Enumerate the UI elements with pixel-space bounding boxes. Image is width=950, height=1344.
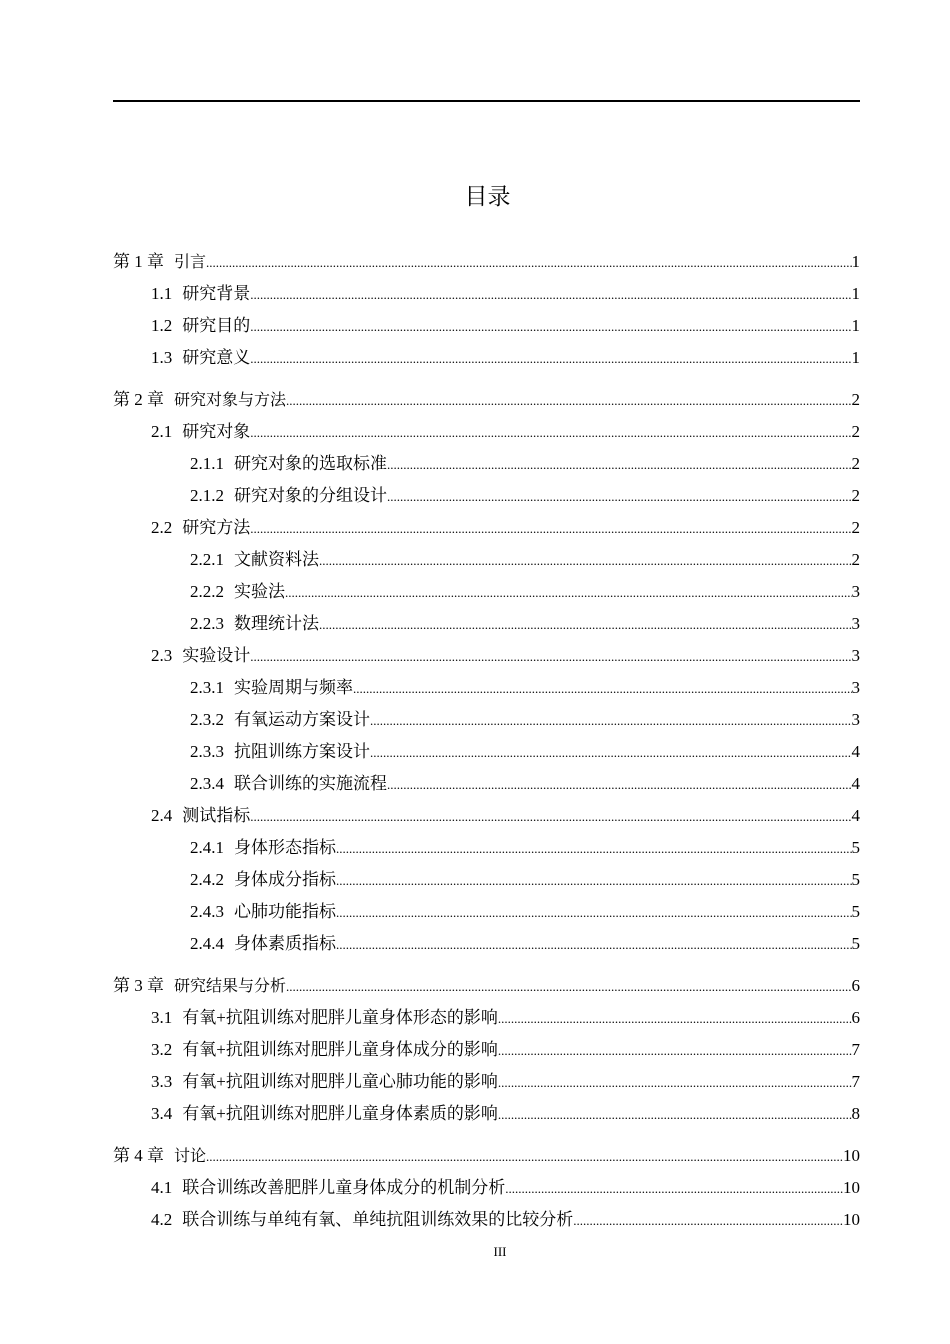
- toc-entry-page: 2: [851, 486, 860, 505]
- toc-entry-title: 研究对象的分组设计: [234, 486, 387, 505]
- toc-entry-number: 第 1 章: [113, 252, 164, 271]
- toc-entry-page: 10: [843, 1178, 860, 1197]
- toc-entry-title: 研究结果与分析: [174, 976, 287, 995]
- toc-entry[interactable]: [113, 576, 860, 608]
- toc-entry-page: 3: [851, 646, 860, 665]
- toc-entry-number: 3.1: [151, 1008, 173, 1027]
- toc-entry-title: 有氧+抗阻训练对肥胖儿童身体素质的影响: [182, 1104, 498, 1123]
- toc-dot-leader: [319, 609, 852, 641]
- toc-entry-page: 3: [851, 678, 860, 697]
- toc-entry-page: 2: [851, 454, 860, 473]
- toc-dot-leader: [387, 769, 852, 801]
- toc-entry-number: 第 2 章: [113, 390, 164, 409]
- toc-entry-page: 3: [851, 582, 860, 601]
- toc-entry-number: 2.2.1: [190, 550, 224, 569]
- toc-entry-number: 2.1.2: [190, 486, 224, 505]
- toc-entry-number: 1.2: [151, 316, 173, 335]
- toc-entry-page: 7: [851, 1072, 860, 1091]
- toc-entry-title: 联合训练与单纯有氧、单纯抗阻训练效果的比较分析: [182, 1210, 574, 1229]
- toc-entry-number: 4.2: [151, 1210, 173, 1229]
- toc-dot-leader: [250, 641, 851, 673]
- toc-entry-title: 心肺功能指标: [234, 902, 336, 921]
- toc-entry-page: 2: [851, 390, 860, 409]
- toc-entry-title: 联合训练的实施流程: [234, 774, 387, 793]
- toc-entry[interactable]: [113, 832, 860, 864]
- toc-entry[interactable]: [113, 928, 860, 960]
- toc-entry-title: 实验设计: [182, 646, 251, 665]
- toc-dot-leader: [336, 865, 852, 897]
- toc-entry-number: 2.4.1: [190, 838, 224, 857]
- toc-entry-number: 1.3: [151, 348, 173, 367]
- header-rule: [113, 100, 860, 102]
- toc-entry[interactable]: [113, 1172, 860, 1204]
- toc-entry-number: 2.3.3: [190, 742, 224, 761]
- toc-dot-leader: [370, 737, 852, 769]
- toc-entry-title: 研究目的: [182, 316, 251, 335]
- toc-entry[interactable]: [113, 480, 860, 512]
- toc-entry-title: 抗阻训练方案设计: [234, 742, 370, 761]
- toc-entry-number: 2.2: [151, 518, 173, 537]
- toc-entry[interactable]: [113, 544, 860, 576]
- toc-entry-number: 3.4: [151, 1104, 173, 1123]
- toc-entry-title: 研究背景: [182, 284, 251, 303]
- toc-entry-title: 文献资料法: [234, 550, 319, 569]
- toc-dot-leader: [206, 247, 851, 279]
- toc-entry-number: 2.4: [151, 806, 173, 825]
- toc-entry-title: 身体成分指标: [234, 870, 336, 889]
- toc-entry-title: 有氧+抗阻训练对肥胖儿童身体形态的影响: [182, 1008, 498, 1027]
- toc-dot-leader: [319, 545, 852, 577]
- toc-dot-leader: [206, 1141, 843, 1173]
- toc-entry-page: 8: [851, 1104, 860, 1123]
- toc-entry[interactable]: [113, 1204, 860, 1236]
- toc-entry-title: 讨论: [174, 1146, 207, 1165]
- toc-entry[interactable]: [113, 1002, 860, 1034]
- toc-entry-title: 研究对象与方法: [174, 390, 287, 409]
- toc-entry-number: 2.4.3: [190, 902, 224, 921]
- toc-entry[interactable]: [113, 1066, 860, 1098]
- toc-dot-leader: [336, 833, 852, 865]
- toc-entry-number: 2.4.2: [190, 870, 224, 889]
- toc-entry-number: 2.2.3: [190, 614, 224, 633]
- toc-entry-page: 5: [851, 870, 860, 889]
- toc-entry-page: 2: [851, 550, 860, 569]
- toc-entry-number: 1.1: [151, 284, 173, 303]
- toc-entry-page: 4: [851, 806, 860, 825]
- toc-entry-number: 2.1.1: [190, 454, 224, 473]
- toc-dot-leader: [370, 705, 852, 737]
- toc-entry-page: 3: [851, 614, 860, 633]
- toc-entry-number: 2.3.2: [190, 710, 224, 729]
- toc-entry-page: 3: [851, 710, 860, 729]
- toc-dot-leader: [387, 481, 852, 513]
- toc-entry-page: 4: [851, 774, 860, 793]
- toc-entry-number: 第 3 章: [113, 976, 164, 995]
- toc-dot-leader: [498, 1067, 852, 1099]
- toc-entry-title: 有氧运动方案设计: [234, 710, 370, 729]
- toc-dot-leader: [250, 279, 851, 311]
- toc-entry-page: 6: [851, 976, 860, 995]
- toc-dot-leader: [285, 577, 852, 609]
- toc-dot-leader: [387, 449, 852, 481]
- toc-dot-leader: [250, 343, 851, 375]
- page-number: III: [493, 1244, 507, 1259]
- toc-entry-title: 研究意义: [182, 348, 251, 367]
- toc-entry-title: 实验法: [234, 582, 285, 601]
- toc-entry-number: 2.3.1: [190, 678, 224, 697]
- toc-entry[interactable]: [113, 768, 860, 800]
- toc-entry[interactable]: [113, 448, 860, 480]
- toc-entry[interactable]: [113, 1098, 860, 1130]
- toc-entry-number: 2.3: [151, 646, 173, 665]
- toc-entry-page: 4: [851, 742, 860, 761]
- toc-dot-leader: [573, 1205, 843, 1237]
- toc-entry-page: 6: [851, 1008, 860, 1027]
- toc-entry-page: 1: [851, 316, 860, 335]
- table-of-contents: [113, 246, 860, 1236]
- toc-entry[interactable]: [113, 342, 860, 374]
- toc-entry-page: 1: [851, 284, 860, 303]
- toc-entry-title: 研究对象的选取标准: [234, 454, 387, 473]
- toc-entry-page: 2: [851, 422, 860, 441]
- toc-entry[interactable]: [113, 512, 860, 544]
- toc-entry[interactable]: [113, 278, 860, 310]
- toc-entry-title: 身体素质指标: [234, 934, 336, 953]
- toc-entry-number: 4.1: [151, 1178, 173, 1197]
- toc-dot-leader: [250, 417, 851, 449]
- toc-entry[interactable]: [113, 1140, 860, 1172]
- toc-entry[interactable]: [113, 1034, 860, 1066]
- toc-entry-number: 3.2: [151, 1040, 173, 1059]
- toc-entry-number: 2.4.4: [190, 934, 224, 953]
- toc-entry[interactable]: [113, 970, 860, 1002]
- toc-entry-page: 2: [851, 518, 860, 537]
- toc-dot-leader: [250, 801, 851, 833]
- toc-entry-title: 研究对象: [182, 422, 251, 441]
- toc-entry[interactable]: [113, 864, 860, 896]
- toc-dot-leader: [286, 971, 851, 1003]
- toc-entry[interactable]: [113, 416, 860, 448]
- toc-entry-title: 有氧+抗阻训练对肥胖儿童身体成分的影响: [182, 1040, 498, 1059]
- toc-entry[interactable]: [113, 640, 860, 672]
- toc-dot-leader: [505, 1173, 843, 1205]
- toc-entry[interactable]: [113, 246, 860, 278]
- toc-entry-title: 实验周期与频率: [234, 678, 353, 697]
- toc-entry[interactable]: [113, 310, 860, 342]
- toc-entry-page: 10: [843, 1210, 860, 1229]
- toc-entry-number: 2.2.2: [190, 582, 224, 601]
- toc-entry-title: 联合训练改善肥胖儿童身体成分的机制分析: [182, 1178, 506, 1197]
- toc-entry-page: 1: [851, 348, 860, 367]
- toc-entry[interactable]: [113, 704, 860, 736]
- toc-dot-leader: [498, 1035, 852, 1067]
- toc-entry-page: 1: [851, 252, 860, 271]
- page-title: 目录: [464, 184, 511, 210]
- toc-entry[interactable]: [113, 896, 860, 928]
- toc-dot-leader: [498, 1099, 852, 1131]
- toc-entry[interactable]: [113, 800, 860, 832]
- toc-entry[interactable]: [113, 384, 860, 416]
- toc-dot-leader: [250, 513, 851, 545]
- toc-entry-page: 5: [851, 902, 860, 921]
- toc-entry-title: 数理统计法: [234, 614, 319, 633]
- toc-entry-title: 测试指标: [182, 806, 251, 825]
- toc-entry-title: 研究方法: [182, 518, 251, 537]
- toc-entry-page: 10: [843, 1146, 860, 1165]
- toc-entry-title: 引言: [174, 252, 207, 271]
- toc-entry[interactable]: [113, 736, 860, 768]
- toc-dot-leader: [353, 673, 852, 705]
- toc-entry-number: 3.3: [151, 1072, 173, 1091]
- toc-dot-leader: [336, 897, 852, 929]
- toc-dot-leader: [250, 311, 851, 343]
- toc-entry-title: 身体形态指标: [234, 838, 336, 857]
- toc-entry-page: 5: [851, 838, 860, 857]
- toc-entry-page: 5: [851, 934, 860, 953]
- toc-dot-leader: [286, 385, 851, 417]
- toc-dot-leader: [336, 929, 852, 961]
- toc-entry-number: 2.1: [151, 422, 173, 441]
- toc-entry[interactable]: [113, 672, 860, 704]
- toc-entry-page: 7: [851, 1040, 860, 1059]
- toc-dot-leader: [498, 1003, 852, 1035]
- toc-entry-title: 有氧+抗阻训练对肥胖儿童心肺功能的影响: [182, 1072, 498, 1091]
- toc-entry-number: 第 4 章: [113, 1146, 164, 1165]
- toc-entry[interactable]: [113, 608, 860, 640]
- toc-entry-number: 2.3.4: [190, 774, 224, 793]
